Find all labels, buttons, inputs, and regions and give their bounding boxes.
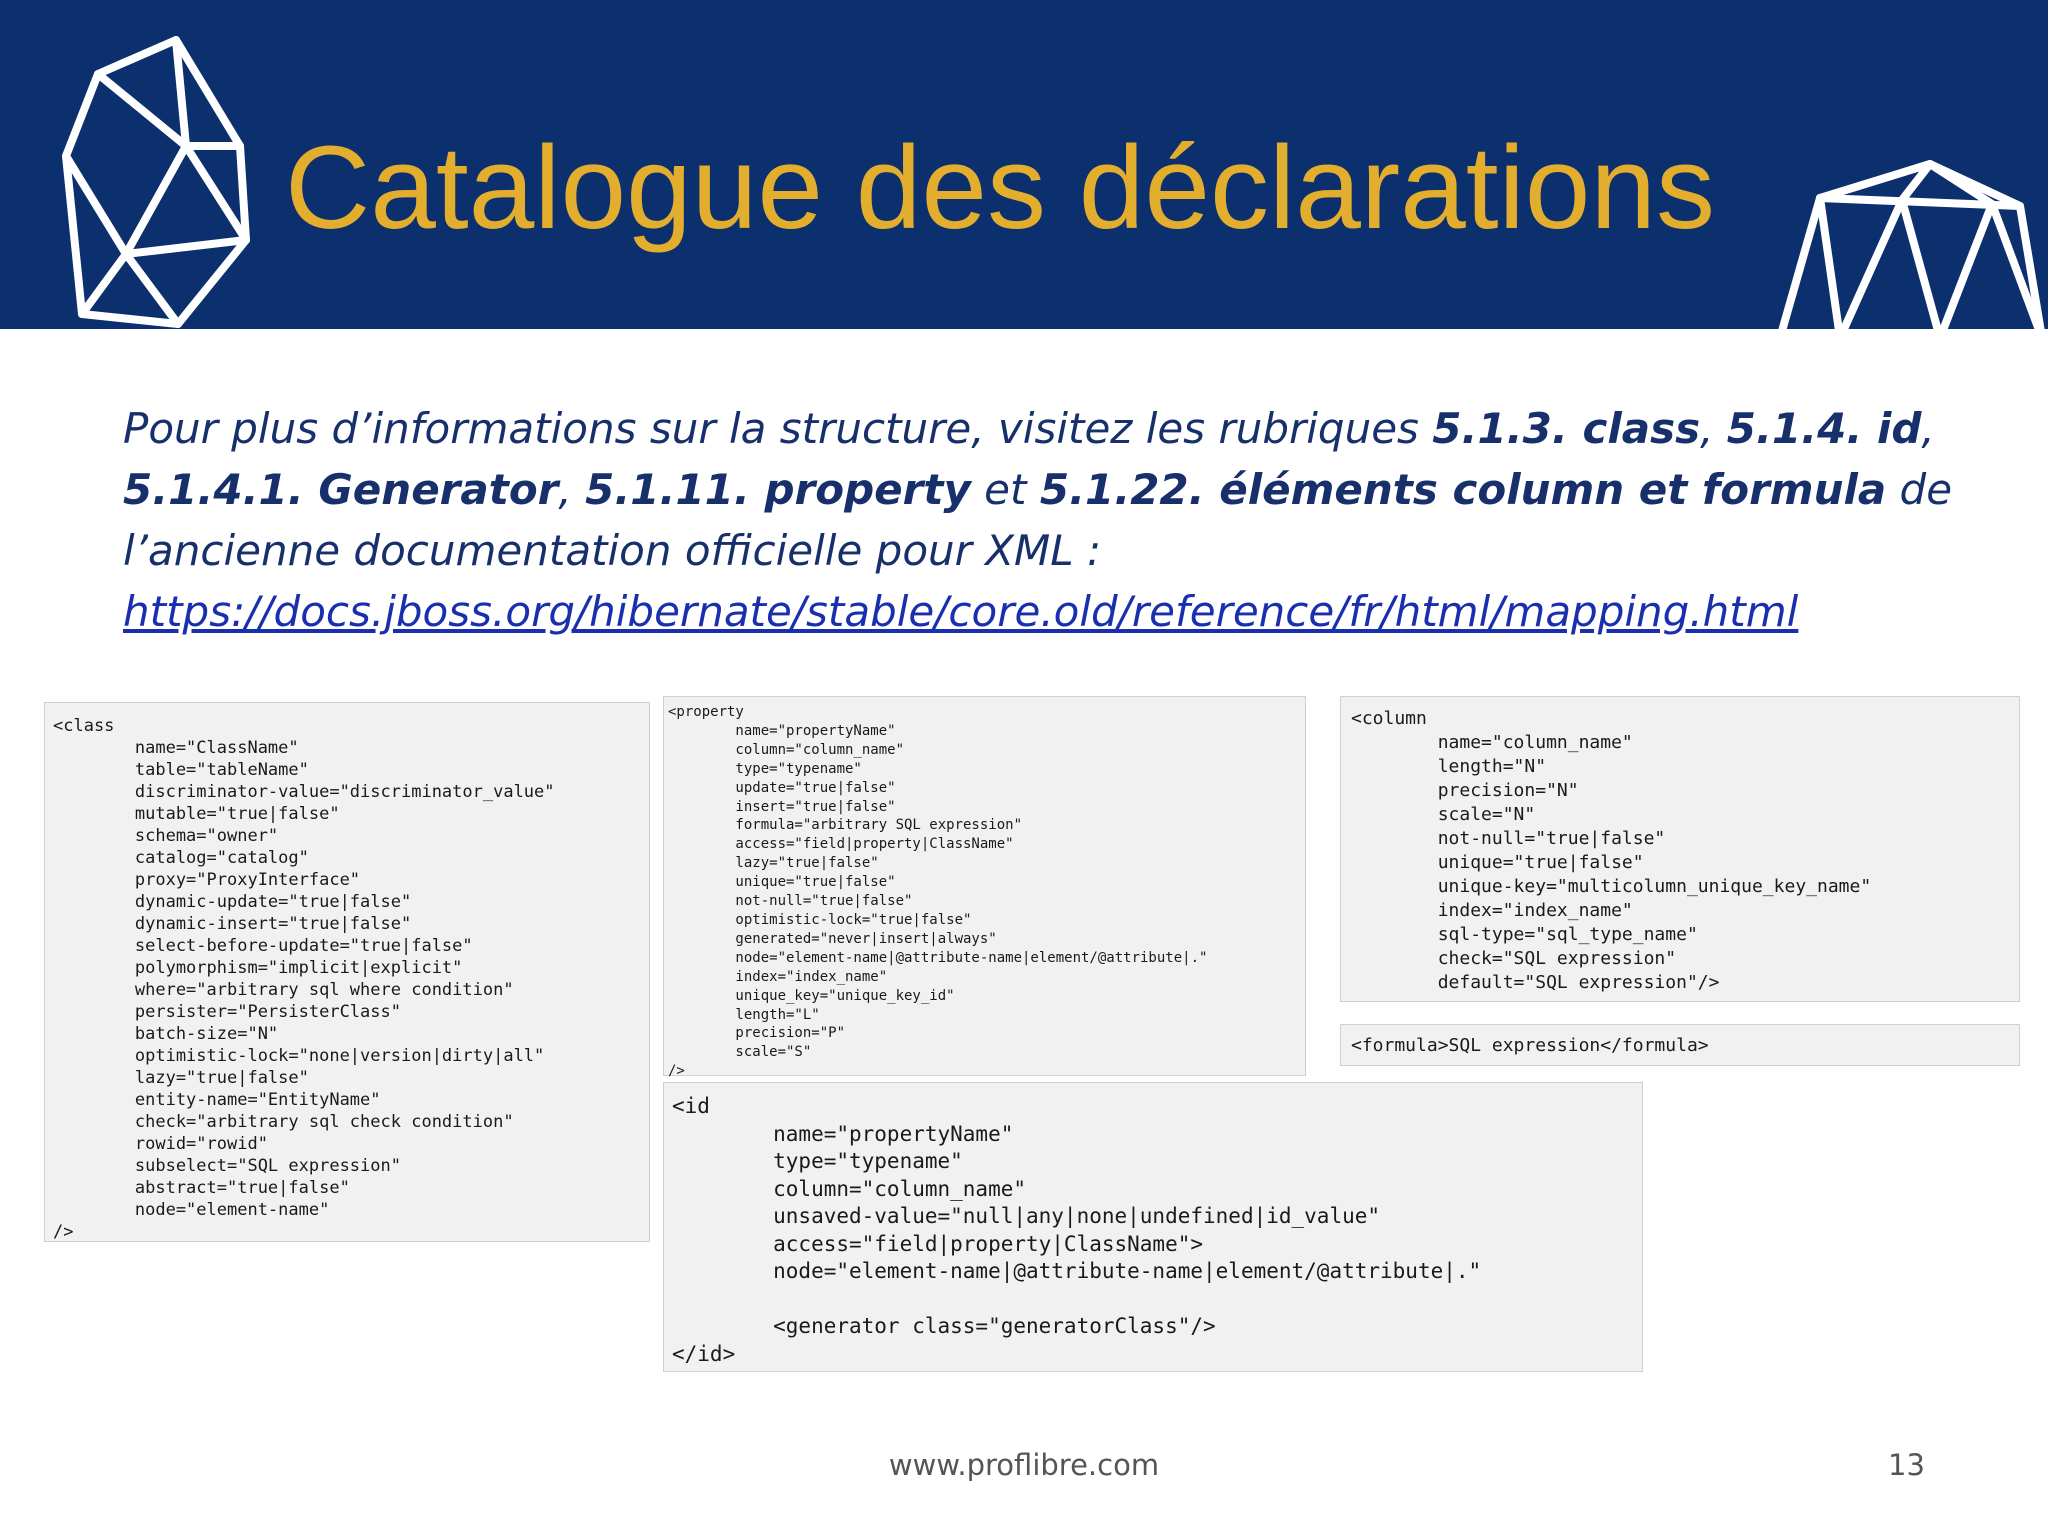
- slide-title: Catalogue des déclarations: [285, 122, 1716, 254]
- page-number: 13: [1888, 1448, 1925, 1482]
- intro-text: Pour plus d’informations sur la structure, visitez les rubriques: [123, 404, 1433, 453]
- id-code: <id name="propertyName" type="typename" column="column_name" unsaved-value="null|any|none|undefined|id_value" access="field|property|ClassName"> node="element-name|@attribute-name|element/@attribute|." <generator class="generatorClass"/> </id>: [672, 1094, 1482, 1366]
- ref-generator: 5.1.4.1. Generator: [123, 465, 559, 514]
- ref-column-formula: 5.1.22. éléments column et formula: [1039, 465, 1887, 514]
- intro-text: ,: [1921, 404, 1935, 453]
- intro-paragraph: [123, 398, 1953, 642]
- formula-code: <formula>SQL expression</formula>: [1351, 1035, 1709, 1056]
- property-code: <property name="propertyName" column="column_name" type="typename" update="true|false" insert="true|false" formula="arbitrary SQL expression" access="field|property|ClassName" lazy="true|false" unique="true|false" not-null="true|false" optimistic-lock="true|false" generated="never|insert|always" node="element-name|@attribute-name|element/@attribute|." index="index_name" unique_key="unique_key_id" length="L" precision="P" scale="S" />: [668, 704, 1208, 1080]
- title-banner: [0, 0, 2048, 329]
- intro-text: ,: [558, 465, 586, 514]
- crystal-decoration-left: [58, 34, 258, 329]
- ref-property: 5.1.11. property: [585, 465, 971, 514]
- class-code: <class name="ClassName" table="tableName" discriminator-value="discriminator_value" mutable="true|false" schema="owner" catalog="catalog" proxy="ProxyInterface" dynamic-update="true|false" dynamic-insert="true|false" select-before-update="true|false" polymorphism="implicit|explicit" where="arbitrary sql where condition" persister="PersisterClass" batch-size="N" optimistic-lock="none|version|dirty|all" lazy="true|false" entity-name="EntityName" check="arbitrary sql check condition" rowid="rowid" subselect="SQL expression" abstract="true|false" node="element-name" />: [53, 716, 555, 1242]
- documentation-link[interactable]: https://docs.jboss.org/hibernate/stable/core.old/reference/fr/html/mapping.html: [123, 587, 1799, 636]
- ref-id: 5.1.4. id: [1726, 404, 1922, 453]
- column-code-block: [1340, 696, 2020, 1002]
- intro-text: et: [970, 465, 1040, 514]
- crystal-decoration-right: [1770, 158, 2048, 329]
- property-code-block: [663, 696, 1306, 1080]
- class-code-block: [44, 702, 650, 1242]
- column-code: <column name="column_name" length="N" precision="N" scale="N" not-null="true|false" unique="true|false" unique-key="multicolumn_unique_key_name" index="index_name" sql-type="sql_type_name" check="SQL expression" default="SQL expression"/>: [1351, 708, 1872, 993]
- id-code-block: [663, 1082, 1643, 1372]
- formula-code-block: [1340, 1024, 2020, 1066]
- intro-text: de l’ancienne documentation officielle pour XML :: [123, 465, 1953, 575]
- footer-website: www.proflibre.com: [888, 1448, 1160, 1482]
- intro-text: ,: [1700, 404, 1727, 453]
- ref-class: 5.1.3. class: [1432, 404, 1701, 453]
